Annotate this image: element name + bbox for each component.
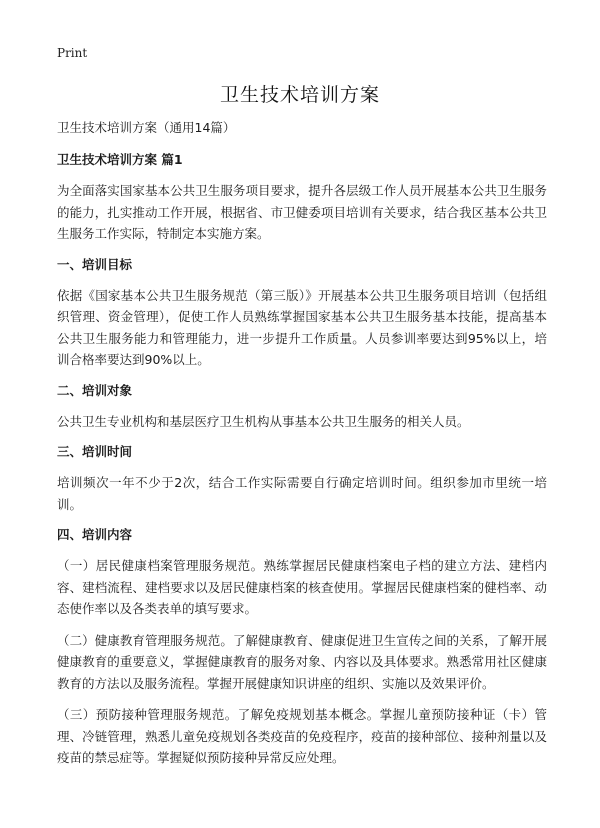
section-paragraph: （二）健康教育管理服务规范。了解健康教育、健康促进卫生宣传之间的关系，了解开展健康教育的重要意义，掌握健康教育的服务对象、内容以及具体要求。熟悉常用社区健康教育的方法以及服务流程。掌握开展健康知识讲座的组织、实施以及效果评价。 bbox=[57, 632, 547, 691]
section-paragraph: （一）居民健康档案管理服务规范。熟练掌握居民健康档案电子档的建立方法、建档内容、建档流程、建档要求以及居民健康档案的核查使用。掌握居民健康档案的健档率、动态使作率以及各类表单的填写要求。 bbox=[57, 558, 547, 616]
section-paragraph: 公共卫生专业机构和基层医疗卫生机构从事基本公共卫生服务的相关人员。 bbox=[57, 413, 470, 429]
intro-paragraph: 为全面落实国家基本公共卫生服务项目要求，提升各层级工作人员开展基本公共卫生服务的能力，扎实推动工作开展，根据省、市卫健委项目培训有关要求，结合我区基本公共卫生服务工作实际，特制定本实施方案。 bbox=[57, 183, 547, 241]
document-body bbox=[57, 118, 547, 779]
section-paragraph: （三）预防接种管理服务规范。了解免疫规划基本概念。掌握儿童预防接种证（卡）管理、冷链管理，熟悉儿童免疫规划各类疫苗的免疫程序，疫苗的接种部位、接种剂量以及疫苗的禁忌症等。掌握疑似预防接种异常反应处理。 bbox=[57, 707, 547, 765]
section-heading-audience: 二、培训对象 bbox=[57, 382, 133, 398]
document-subtitle: 卫生技术培训方案（通用14篇） bbox=[57, 120, 236, 135]
article-title: 卫生技术培训方案 篇1 bbox=[57, 152, 183, 167]
page-title: 卫生技术培训方案 bbox=[219, 84, 380, 106]
section-heading-content: 四、培训内容 bbox=[57, 527, 133, 542]
section-heading-goals: 一、培训目标 bbox=[57, 256, 133, 272]
print-label: Print bbox=[57, 46, 88, 60]
section-heading-schedule: 三、培训时间 bbox=[57, 444, 133, 459]
section-paragraph: 依据《国家基本公共卫生服务规范（第三版）》开展基本公共卫生服务项目培训（包括组织管理、资金管理），促使工作人员熟练掌握国家基本公共卫生服务基本技能，提高基本公共卫生服务能力和管理能力，进一步提升工作质量。人员参训率要达到95%以上，培训合格率要达到90%以上。 bbox=[57, 287, 547, 367]
section-paragraph: 培训频次一年不少于2次，结合工作实际需要自行确定培训时间。组织参加市里统一培训。 bbox=[57, 475, 547, 512]
